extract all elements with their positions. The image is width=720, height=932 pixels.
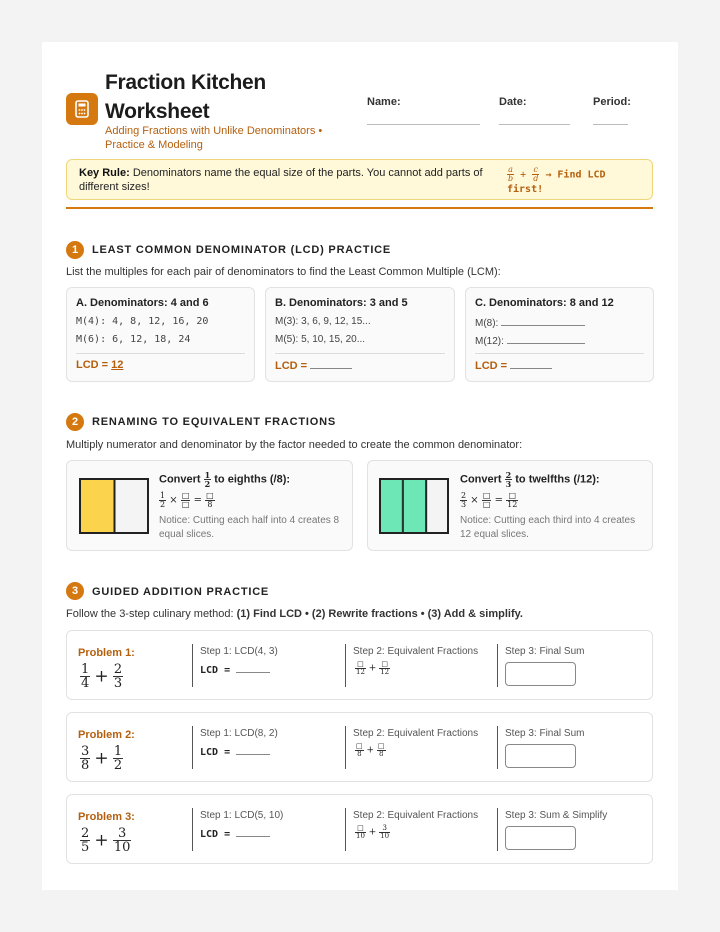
problem-label: Problem 3:	[78, 811, 135, 823]
key-rule-equation: $\frac{a}{b}$ + $\frac{c}{d}$ → Find LCD first!	[507, 165, 606, 195]
unshaded-part	[427, 479, 449, 533]
multiples-row-1: M(3): 3, 6, 9, 12, 15...	[275, 316, 371, 327]
lcd-label: LCD =	[200, 829, 231, 840]
card-label: C. Denominators:	[475, 297, 567, 309]
date-label: Date:	[499, 96, 527, 108]
equivalent-fractions: $\frac{□}{10}$ + $\frac{3}{10}$	[356, 824, 390, 840]
fraction-a-b: $\frac{a}{b}$	[508, 165, 514, 183]
multiples-blank[interactable]	[501, 316, 585, 326]
problem-label: Problem 1:	[78, 647, 135, 659]
problem-card-1	[66, 630, 653, 700]
convert-label: Convert	[460, 473, 502, 486]
lcd-value: 12	[111, 359, 124, 371]
problem-expression: $\frac{3}{8}$ + $\frac{1}{2}$	[81, 744, 123, 773]
section-1-title: LEAST COMMON DENOMINATOR (LCD) PRACTICE	[92, 244, 392, 256]
convert-target: to eighths (/8):	[214, 473, 291, 486]
equivalent-fractions: $\frac{□}{12}$ + $\frac{□}{12}$	[356, 660, 390, 676]
lcd-answer-blank[interactable]	[236, 663, 270, 673]
lcd-answer-blank[interactable]	[236, 827, 270, 837]
unshaded-part	[115, 479, 149, 533]
key-rule-body: Denominators name the equal size of the parts. You cannot add parts of different sizes!	[79, 167, 483, 193]
section-2-instruction: Multiply numerator and denominator by the factor needed to create the common denominator:	[66, 439, 523, 451]
final-sum-input[interactable]	[505, 744, 576, 768]
date-field[interactable]	[499, 124, 570, 125]
equivalent-fractions: $\frac{□}{8}$ + $\frac{□}{8}$	[356, 742, 385, 758]
period-field[interactable]	[593, 124, 628, 125]
step-3-label: Step 3: Final Sum	[505, 728, 585, 739]
lcd-label: LCD =	[200, 747, 231, 758]
card-pair: 8 and 12	[569, 297, 614, 309]
card-pair: 4 and 6	[170, 297, 209, 309]
source-fraction: $\frac{2}{3}$	[505, 470, 512, 489]
multiples-row-2: M(6): 6, 12, 18, 24	[76, 334, 191, 345]
step-1-label: Step 1: LCD(8, 2)	[200, 728, 278, 739]
problem-expression: $\frac{1}{4}$ + $\frac{2}{3}$	[81, 662, 123, 691]
step-2-label: Step 2: Equivalent Fractions	[353, 810, 479, 821]
fraction-bar-model	[79, 478, 149, 534]
step-1-label: Step 1: LCD(5, 10)	[200, 810, 284, 821]
equivalent-card-thirds	[367, 460, 653, 551]
lcd-label: LCD =	[475, 360, 508, 372]
lcd-answer-blank[interactable]	[510, 359, 552, 369]
fraction-c-d: $\frac{c}{d}$	[533, 165, 539, 183]
problem-label: Problem 2:	[78, 729, 135, 741]
multiples-blank[interactable]	[507, 334, 585, 344]
key-rule-text	[79, 166, 499, 194]
problem-expression: $\frac{2}{5}$ + $\frac{3}{10}$	[81, 826, 131, 855]
key-rule-label: Key Rule:	[79, 167, 130, 179]
card-label: B. Denominators:	[275, 297, 367, 309]
name-field[interactable]	[367, 124, 480, 125]
lcd-card-a	[66, 287, 255, 382]
shaded-part	[380, 479, 403, 533]
key-rule-box	[66, 159, 653, 200]
notice-text: Notice: Cutting each third into 4 creates 12 equal slices.	[460, 515, 636, 540]
lcd-card-c	[465, 287, 654, 382]
convert-target: to twelfths (/12):	[515, 473, 600, 486]
card-label: A. Denominators:	[76, 297, 168, 309]
header-divider	[66, 207, 653, 209]
section-1-instruction: List the multiples for each pair of denominators to find the Least Common Multiple (LCM):	[66, 266, 501, 278]
multiples-row-1: M(4): 4, 8, 12, 16, 20	[76, 316, 209, 327]
multiples-row-2: M(12):	[475, 336, 504, 347]
lcd-answer-blank[interactable]	[310, 359, 352, 369]
page-subtitle: Adding Fractions with Unlike Denominators • Practice & Modeling	[105, 125, 323, 151]
section-3-title: GUIDED ADDITION PRACTICE	[92, 586, 270, 598]
step-2-label: Step 2: Equivalent Fractions	[353, 728, 479, 739]
worksheet-page	[42, 42, 678, 890]
lcd-answer-blank[interactable]	[236, 745, 270, 755]
section-3-instruction: Follow the 3-step culinary method: (1) Find LCD • (2) Rewrite fractions • (3) Add & simplify.	[66, 608, 523, 620]
card-pair: 3 and 5	[369, 297, 408, 309]
section-2-number: 2	[66, 413, 84, 431]
section-2-title: RENAMING TO EQUIVALENT FRACTIONS	[92, 416, 336, 428]
page-title: Fraction Kitchen Worksheet	[105, 71, 266, 123]
lcd-card-b	[265, 287, 455, 382]
multiples-row-1: M(8):	[475, 318, 499, 329]
problem-card-3	[66, 794, 653, 864]
fraction-bar-model	[379, 478, 449, 534]
source-fraction: $\frac{1}{2}$	[204, 470, 211, 489]
shaded-part	[403, 479, 426, 533]
lcd-label: LCD =	[200, 665, 231, 676]
convert-label: Convert	[159, 473, 201, 486]
step-3-label: Step 3: Sum & Simplify	[505, 810, 608, 821]
name-label: Name:	[367, 96, 401, 108]
equivalent-card-halves	[66, 460, 353, 551]
problem-card-2	[66, 712, 653, 782]
step-2-label: Step 2: Equivalent Fractions	[353, 646, 479, 657]
multiples-row-2: M(5): 5, 10, 15, 20...	[275, 334, 366, 345]
step-3-label: Step 3: Final Sum	[505, 646, 585, 657]
calculator-icon	[66, 93, 98, 125]
equivalent-equation: $\frac{1}{2}$ × $\frac{□}{□}$ = $\frac{□}{8}$	[160, 491, 214, 509]
notice-text: Notice: Cutting each half into 4 creates 8 equal slices.	[159, 515, 340, 540]
period-label: Period:	[593, 96, 631, 108]
lcd-label: LCD =	[76, 359, 109, 371]
final-sum-input[interactable]	[505, 662, 576, 686]
lcd-label: LCD =	[275, 360, 308, 372]
section-1-number: 1	[66, 241, 84, 259]
final-sum-input[interactable]	[505, 826, 576, 850]
key-rule-tail: → Find LCD first!	[507, 169, 606, 195]
equivalent-equation: $\frac{2}{3}$ × $\frac{□}{□}$ = $\frac{□}{12}$	[461, 491, 518, 509]
step-1-label: Step 1: LCD(4, 3)	[200, 646, 278, 657]
shaded-part	[80, 479, 115, 533]
section-3-number: 3	[66, 582, 84, 600]
